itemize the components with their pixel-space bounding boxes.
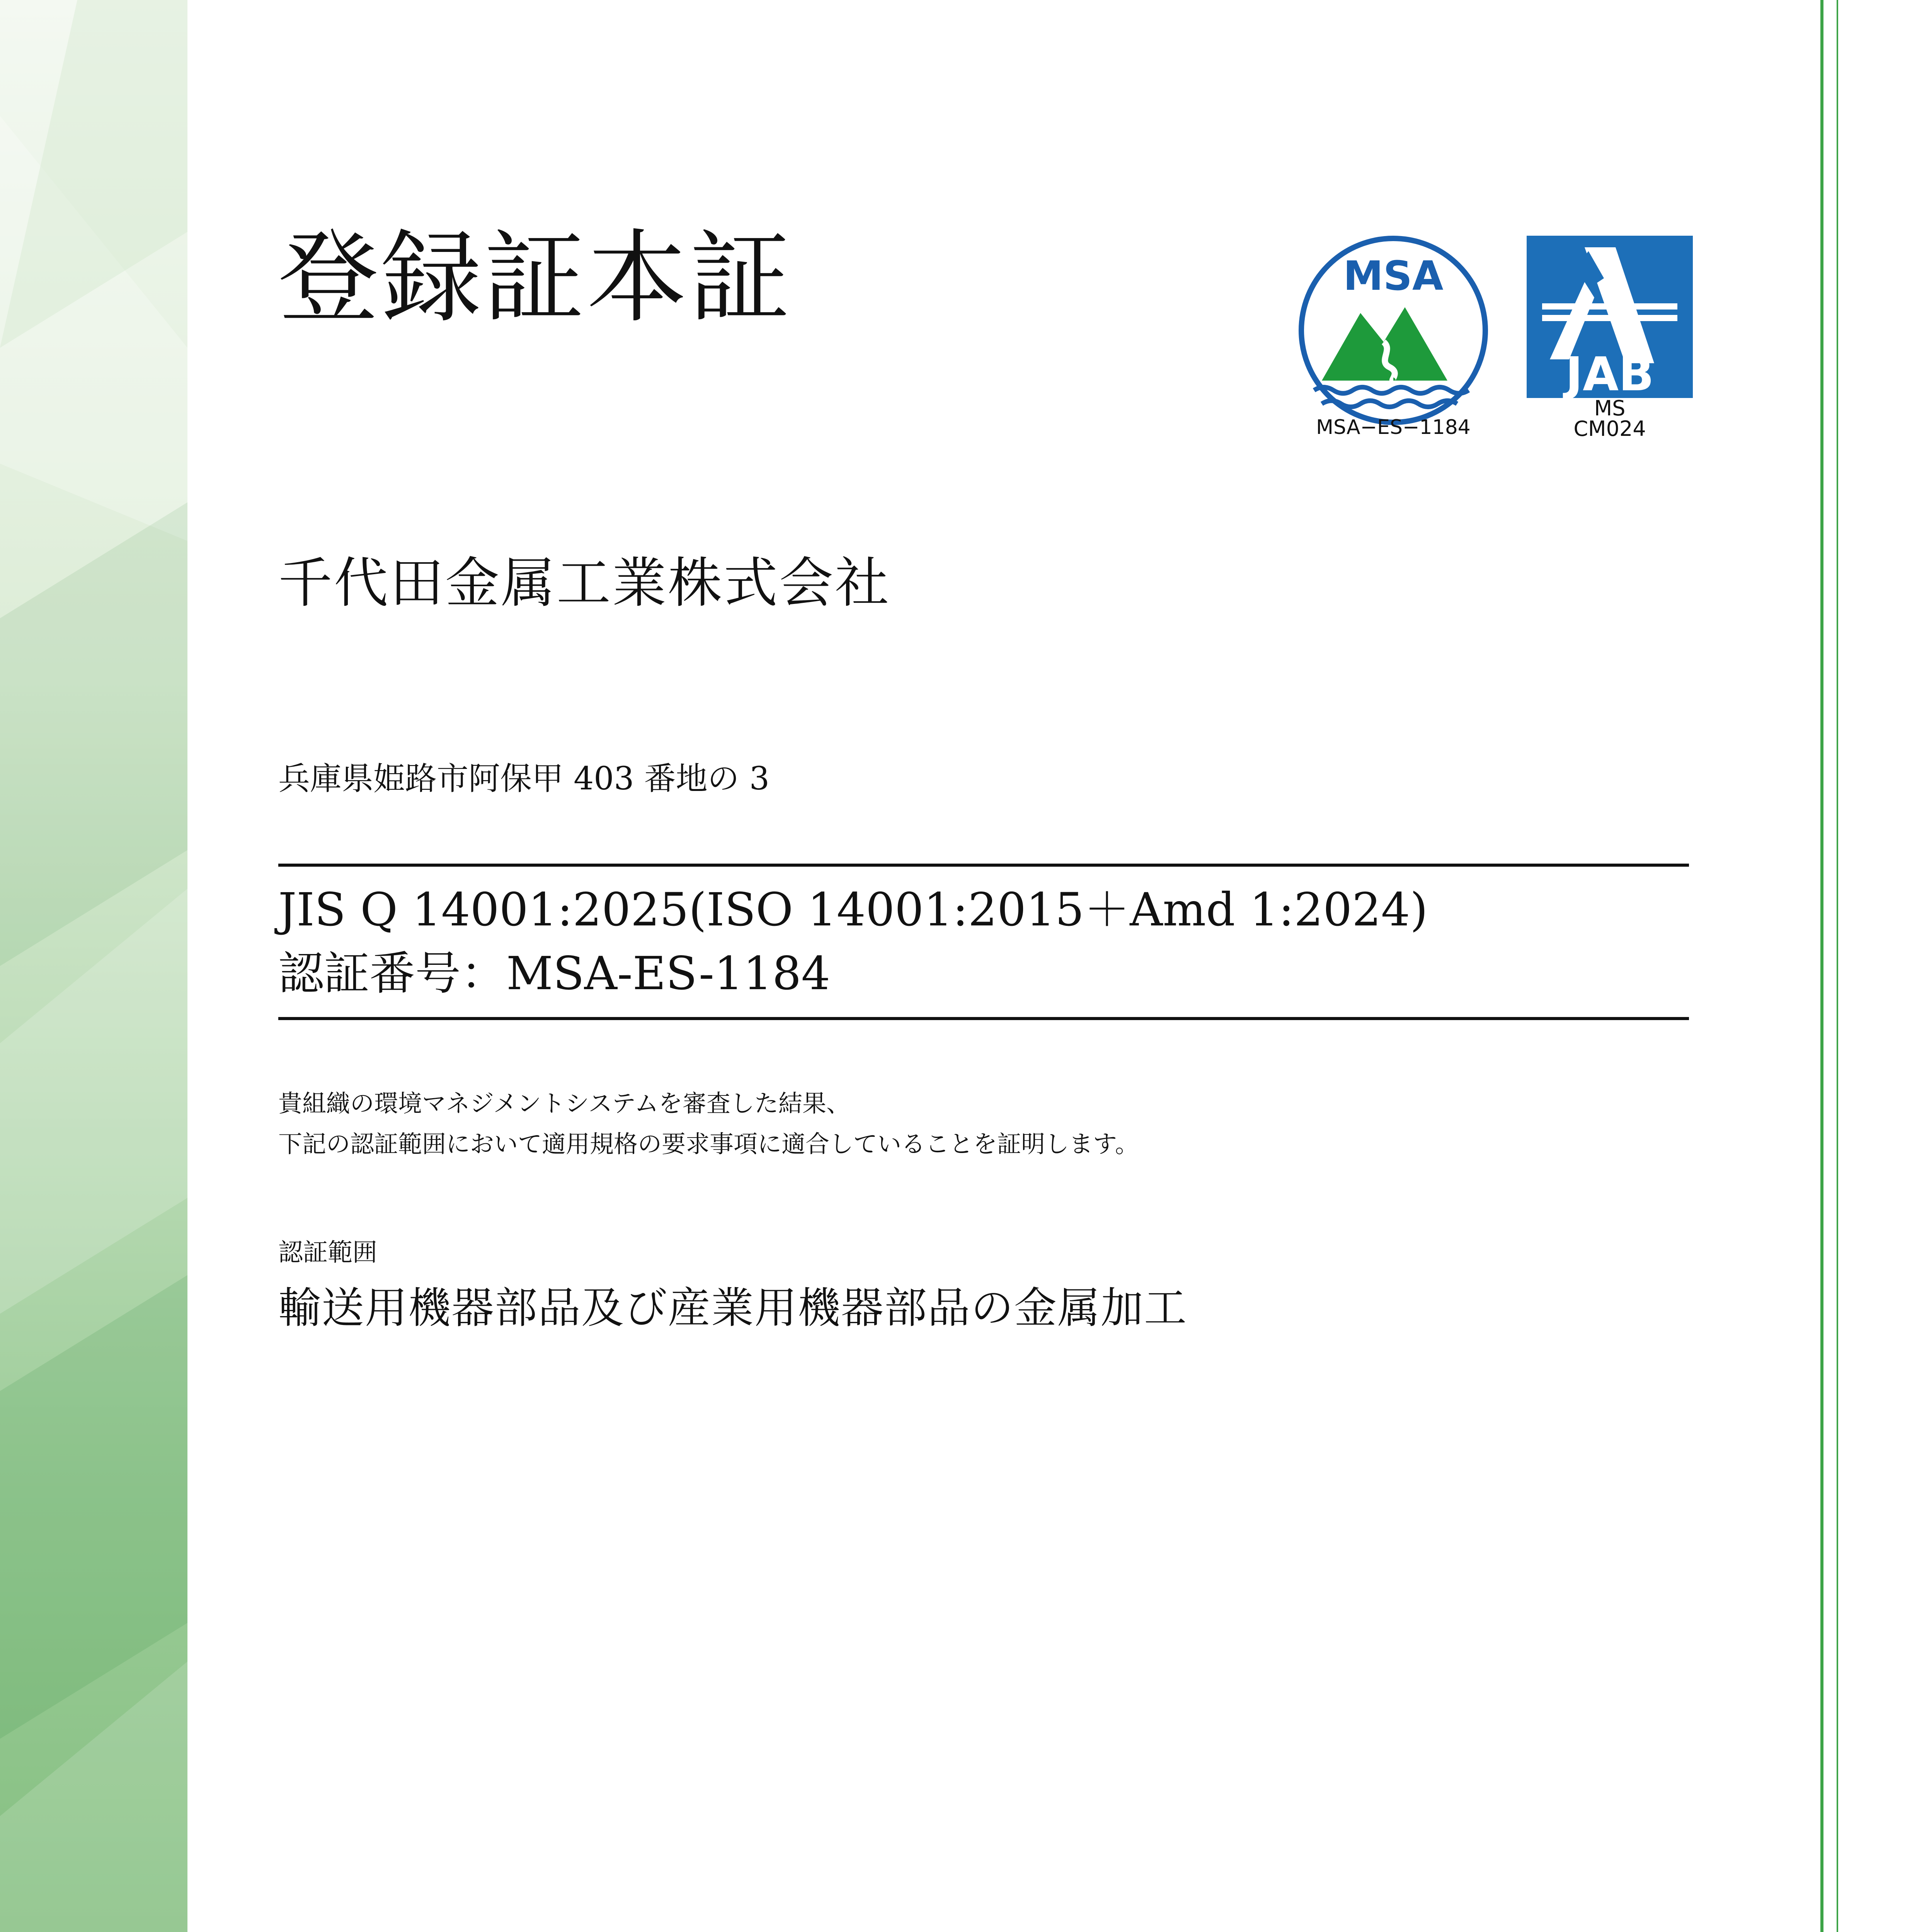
divider-bottom bbox=[278, 1017, 1689, 1020]
jab-mark-caption-code: CM024 bbox=[1573, 417, 1646, 437]
scope-label: 認証範囲 bbox=[278, 1238, 377, 1267]
jab-mark-wordmark: JAB bbox=[1565, 348, 1654, 401]
statement-line-1: 貴組織の環境マネジメントシステムを審査した結果、 bbox=[278, 1089, 850, 1117]
organization-address: 兵庫県姫路市阿保甲 403 番地の 3 bbox=[278, 760, 770, 797]
scope-text: 輸送用機器部品及び産業用機器部品の金属加工 bbox=[278, 1283, 1187, 1333]
jab-mark-caption-ms: MS bbox=[1594, 396, 1626, 420]
statement-line-2: 下記の認証範囲において適用規格の要求事項に適合していることを証明します。 bbox=[278, 1130, 1139, 1158]
certificate-number: 認証番号：MSA-ES-1184 bbox=[278, 947, 831, 1000]
standard-line: JIS Q 14001:2025(ISO 14001:2015＋Amd 1:2024) bbox=[278, 883, 1428, 936]
decorative-green-band bbox=[0, 0, 187, 1932]
jab-accreditation-mark bbox=[1527, 236, 1693, 437]
divider-top bbox=[278, 864, 1689, 867]
msa-mark-caption: MSA−ES−1184 bbox=[1316, 416, 1471, 439]
right-border-rule-thin bbox=[1837, 0, 1838, 1932]
msa-certification-mark bbox=[1293, 234, 1494, 439]
right-border-rule bbox=[1820, 0, 1823, 1932]
document-title: 登録証本証 bbox=[278, 220, 792, 337]
msa-mark-wordmark: MSA bbox=[1343, 252, 1444, 299]
organization-name: 千代田金属工業株式会社 bbox=[278, 552, 891, 615]
